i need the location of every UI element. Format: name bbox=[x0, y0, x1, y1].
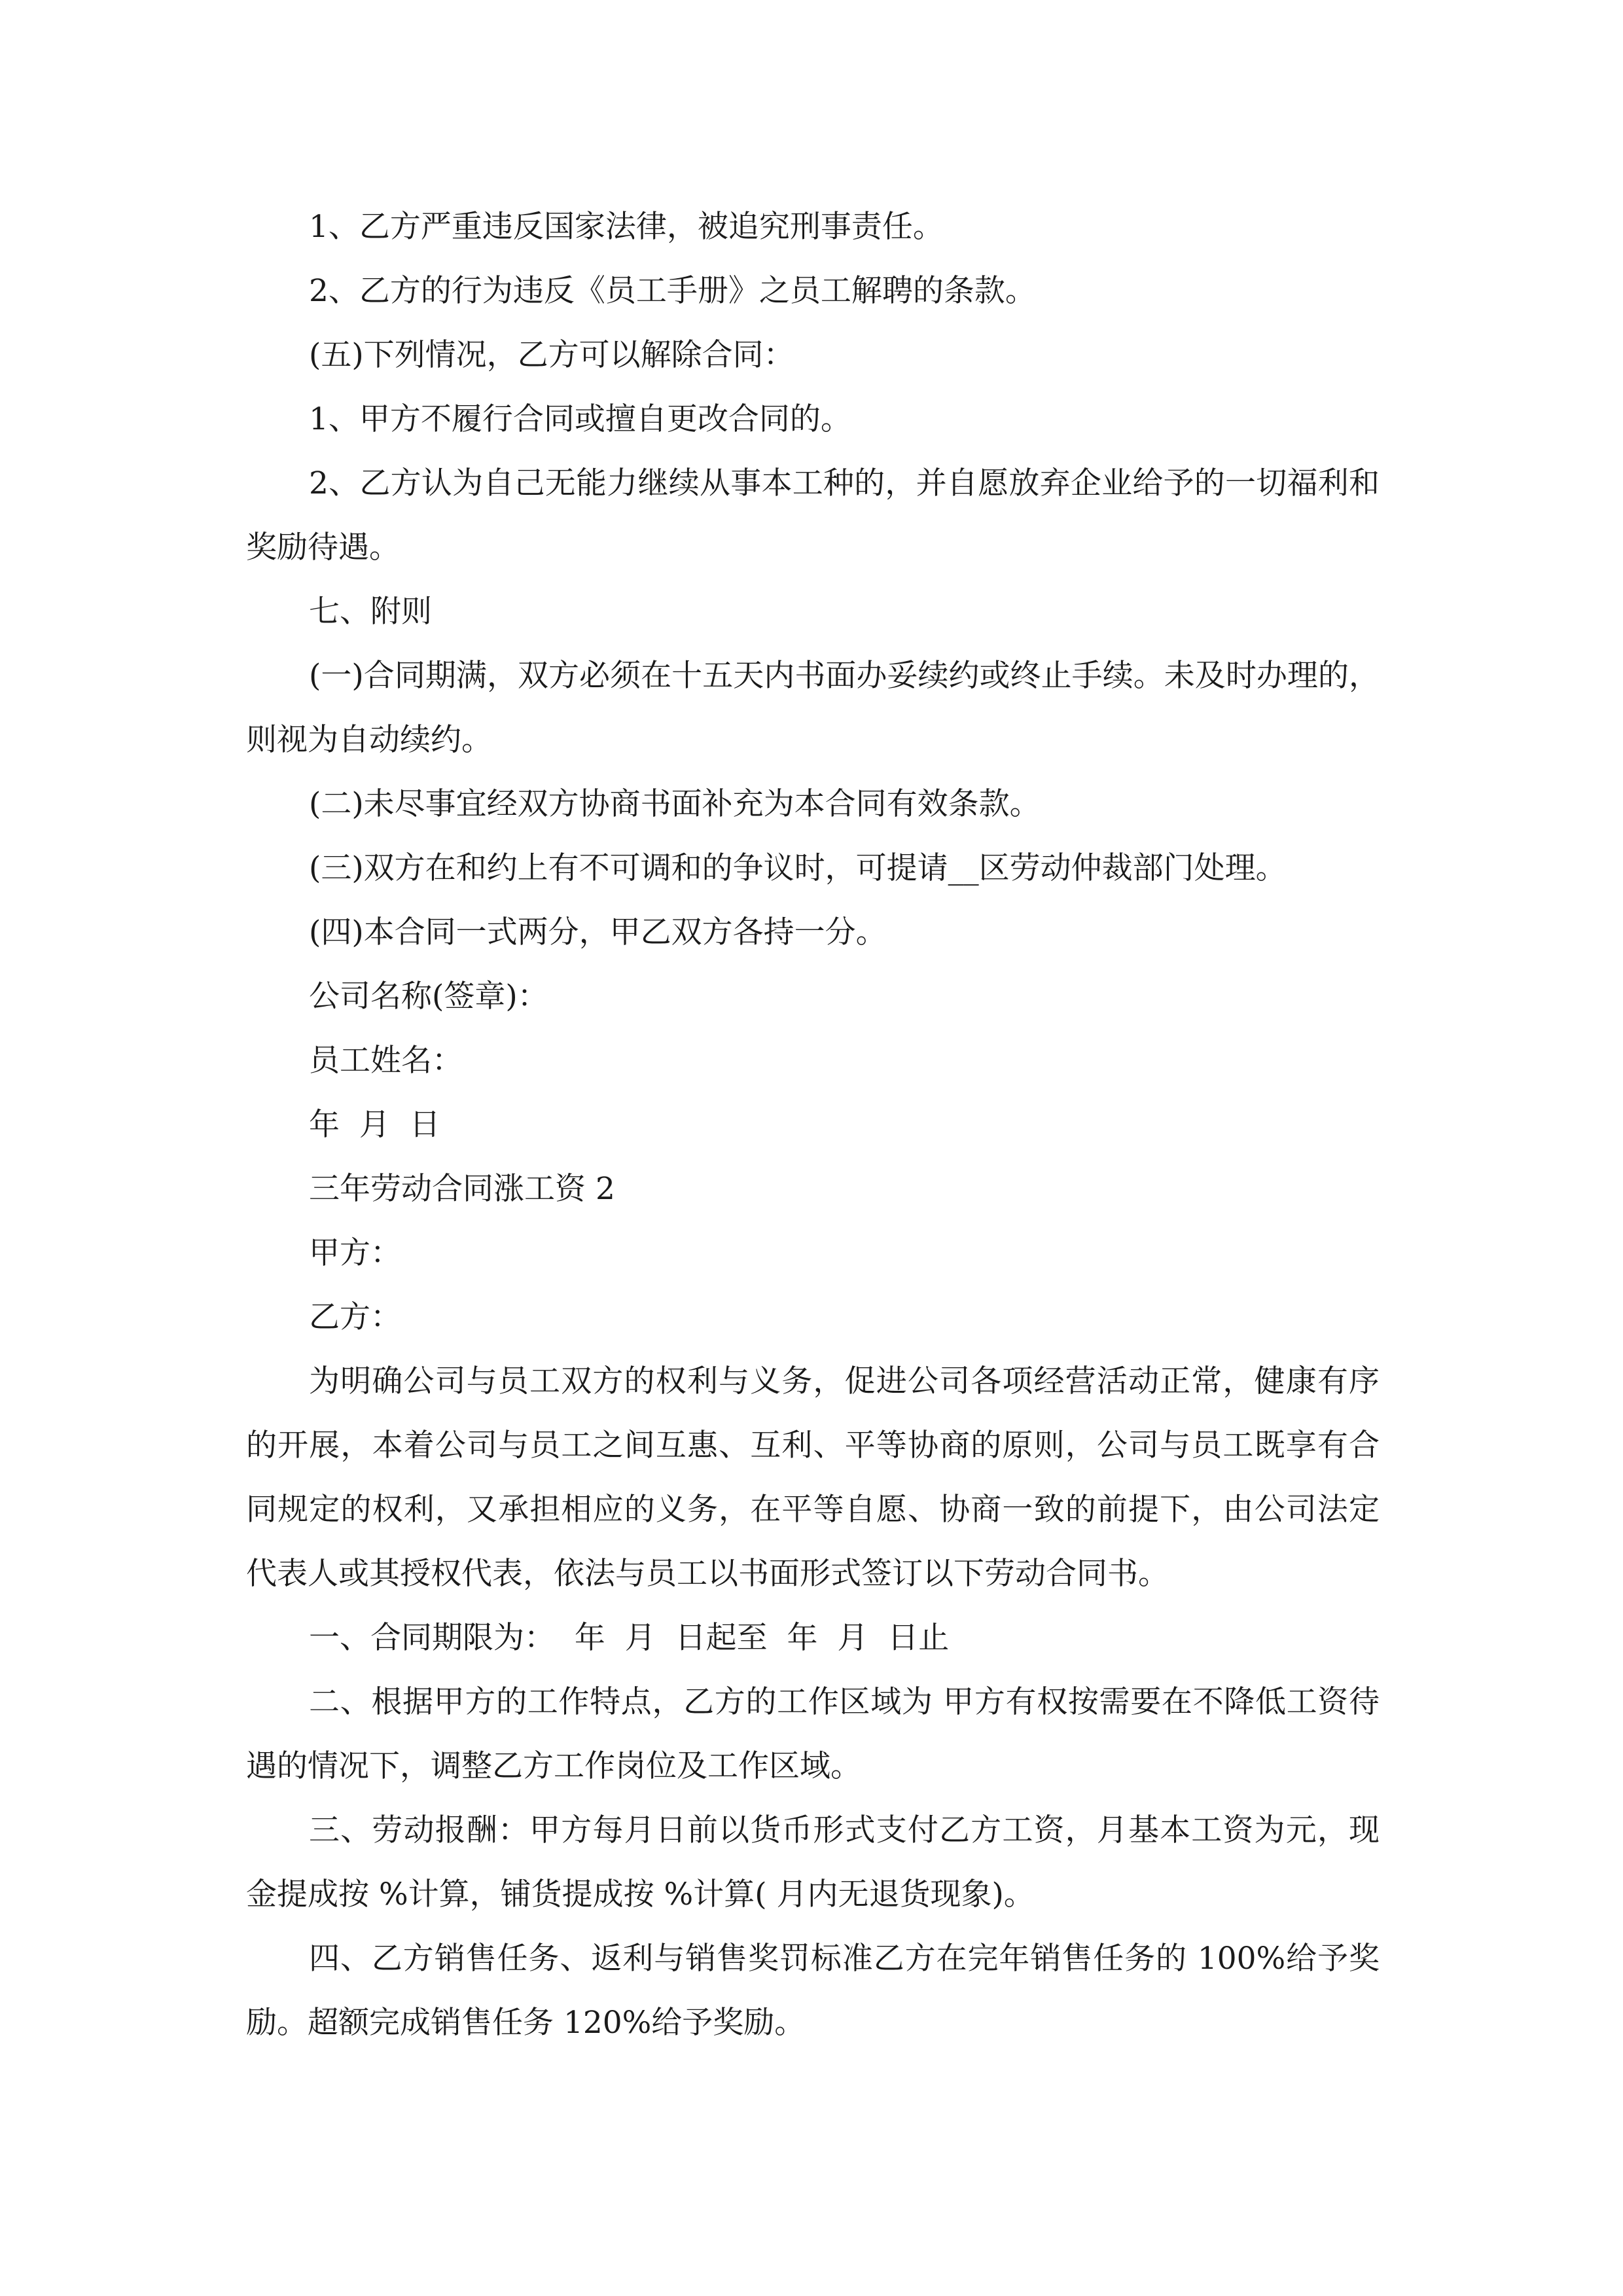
clause-paragraph: (一)合同期满，双方必须在十五天内书面办妥续约或终止手续。未及时办理的，则视为自动续约。 bbox=[246, 658, 1380, 758]
clause-paragraph: (二)未尽事宜经双方协商书面补充为本合同有效条款。 bbox=[309, 786, 1041, 822]
clause-paragraph: 三、劳动报酬：甲方每月日前以货币形式支付乙方工资，月基本工资为元，现金提成按 %计算，铺货提成按 %计算( 月内无退货现象)。 bbox=[246, 1812, 1380, 1912]
clause-paragraph: 1、甲方不履行合同或擅自更改合同的。 bbox=[309, 401, 851, 437]
clause-paragraph: 2、乙方认为自己无能力继续从事本工种的，并自愿放弃企业给予的一切福利和奖励待遇。 bbox=[246, 465, 1380, 565]
clause-paragraph: 四、乙方销售任务、返利与销售奖罚标准乙方在完年销售任务的 100%给予奖励。超额完成销售任务 120%给予奖励。 bbox=[246, 1941, 1380, 2041]
clause-paragraph: 1、乙方严重违反国家法律，被追究刑事责任。 bbox=[309, 209, 944, 245]
signature-company-line: 公司名称(签章)： bbox=[309, 978, 548, 1014]
clause-paragraph: 2、乙方的行为违反《员工手册》之员工解聘的条款。 bbox=[309, 273, 1036, 309]
signature-date-line: 年 月 日 bbox=[309, 1107, 440, 1143]
clause-paragraph: 一、合同期限为： 年 月 日起至 年 月 日止 bbox=[309, 1620, 950, 1656]
party-b-line: 乙方： bbox=[309, 1299, 401, 1335]
clause-paragraph: (四)本合同一式两分，甲乙双方各持一分。 bbox=[309, 914, 887, 950]
document-body bbox=[246, 195, 1380, 2055]
clause-paragraph: 二、根据甲方的工作特点，乙方的工作区域为 甲方有权按需要在不降低工资待遇的情况下，调整乙方工作岗位及工作区域。 bbox=[246, 1684, 1380, 1784]
signature-employee-line: 员工姓名： bbox=[309, 1043, 463, 1079]
preamble-paragraph: 为明确公司与员工双方的权利与义务，促进公司各项经营活动正常，健康有序的开展，本着公司与员工之间互惠、互利、平等协商的原则，公司与员工既享有合同规定的权利，又承担相应的义务，在平等自愿、协商一致的前提下，由公司法定代表人或其授权代表，依法与员工以书面形式签订以下劳动合同书。 bbox=[246, 1363, 1380, 1592]
party-a-line: 甲方： bbox=[309, 1235, 401, 1271]
document-title: 三年劳动合同涨工资 2 bbox=[309, 1171, 615, 1207]
section-heading: 七、附则 bbox=[309, 594, 432, 630]
section-heading: (五)下列情况，乙方可以解除合同： bbox=[309, 337, 794, 373]
clause-paragraph: (三)双方在和约上有不可调和的争议时，可提请__区劳动仲裁部门处理。 bbox=[309, 850, 1287, 886]
